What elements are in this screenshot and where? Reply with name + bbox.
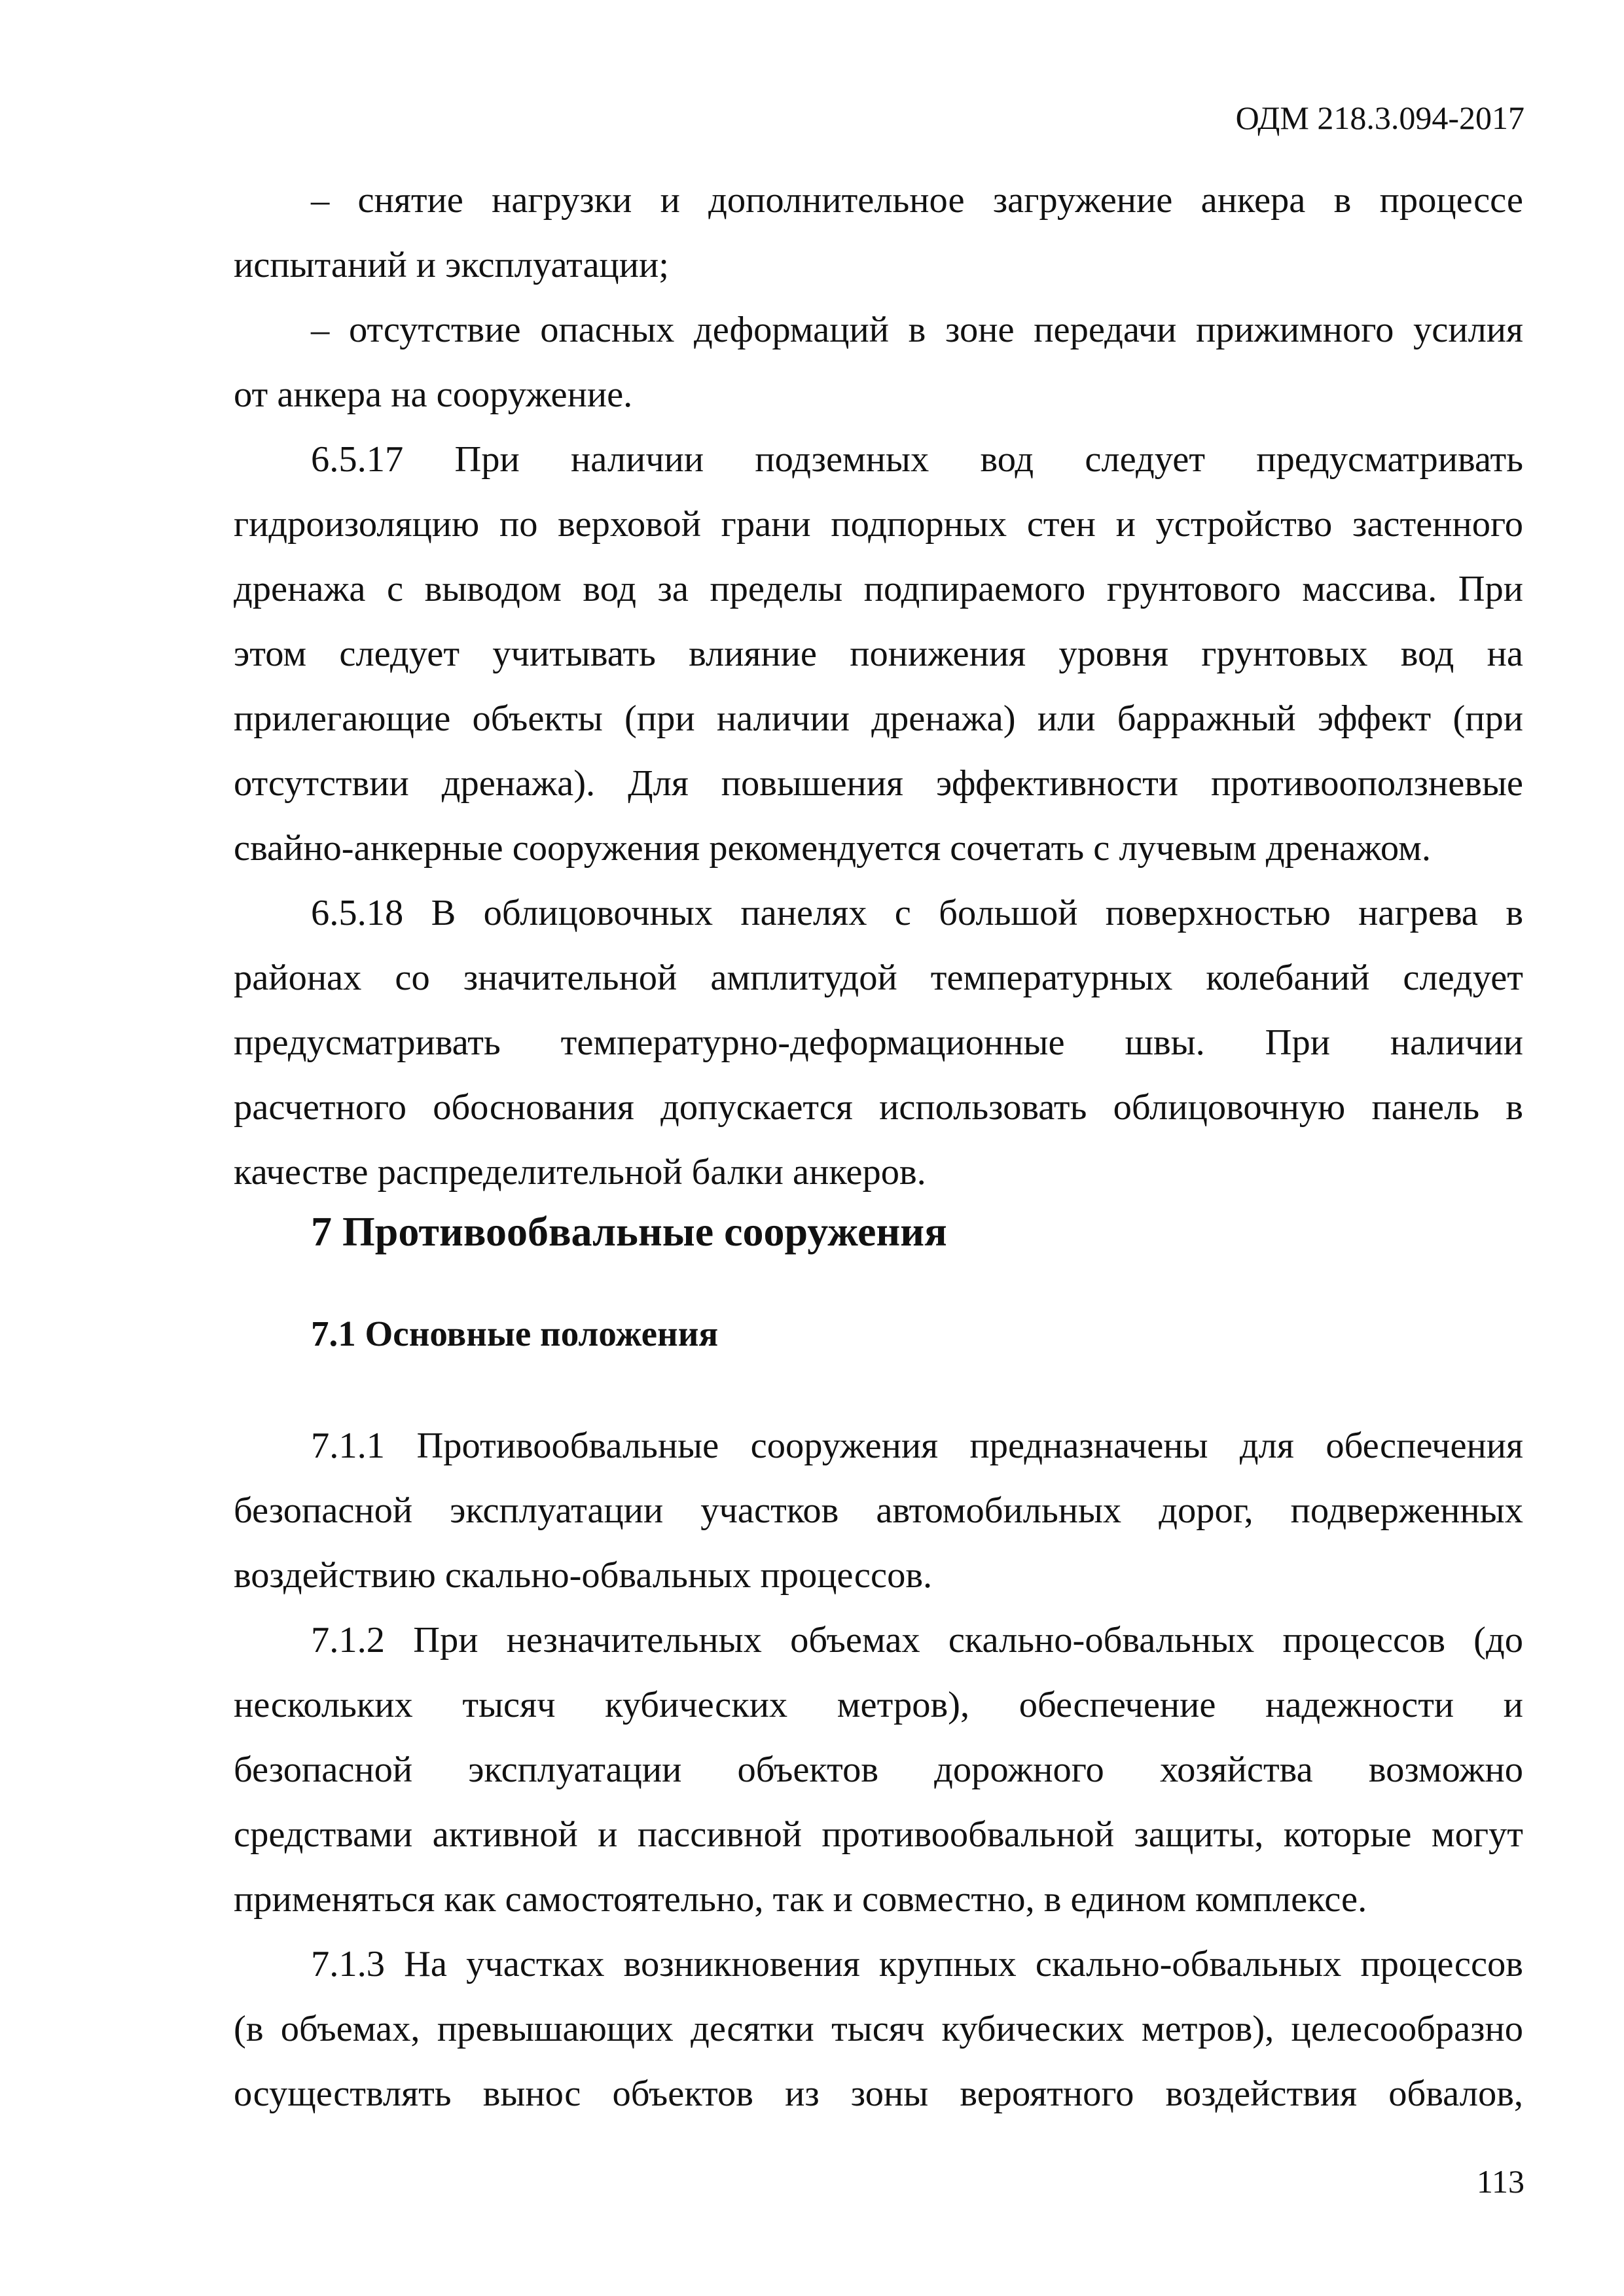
- text-line: средствами активной и пассивной противообвальной защиты, которые могут: [234, 1814, 1523, 1855]
- text-line: 6.5.17 При наличии подземных вод следует предусматривать: [311, 439, 1523, 480]
- text-line: безопасной эксплуатации участков автомобильных дорог, подверженных: [234, 1490, 1523, 1531]
- text-line: от анкера на сооружение.: [234, 374, 633, 415]
- document-code: ОДМ 218.3.094-2017: [1235, 99, 1525, 136]
- text-line: качестве распределительной балки анкеров.: [234, 1152, 926, 1193]
- text-line: расчетного обоснования допускается использовать облицовочную панель в: [234, 1087, 1523, 1128]
- text-line: прилегающие объекты (при наличии дренажа) или барражный эффект (при: [234, 698, 1523, 739]
- text-line: дренажа с выводом вод за пределы подпираемого грунтового массива. При: [234, 569, 1523, 609]
- section-title: 7 Противообвальные сооружения: [311, 1208, 947, 1255]
- text-line: 7.1.2 При незначительных объемах скально-обвальных процессов (до: [311, 1620, 1523, 1660]
- text-line: осуществлять вынос объектов из зоны вероятного воздействия обвалов,: [234, 2073, 1523, 2114]
- text-line: гидроизоляцию по верховой грани подпорных стен и устройство застенного: [234, 504, 1523, 545]
- body-text-block-2: [234, 1414, 1523, 2126]
- text-line: отсутствии дренажа). Для повышения эффективности противооползневые: [234, 763, 1523, 804]
- text-line: свайно-анкерные сооружения рекомендуется сочетать с лучевым дренажом.: [234, 828, 1431, 869]
- text-line: воздействию скально-обвальных процессов.: [234, 1555, 933, 1596]
- text-line: – отсутствие опасных деформаций в зоне передачи прижимного усилия: [311, 310, 1523, 350]
- subsection-title: 7.1 Основные положения: [311, 1314, 719, 1354]
- text-line: 7.1.3 На участках возникновения крупных скально-обвальных процессов: [311, 1944, 1523, 1984]
- text-line: испытаний и эксплуатации;: [234, 245, 669, 285]
- text-line: безопасной эксплуатации объектов дорожного хозяйства возможно: [234, 1749, 1523, 1790]
- text-line: этом следует учитывать влияние понижения уровня грунтовых вод на: [234, 634, 1523, 674]
- text-line: районах со значительной амплитудой температурных колебаний следует: [234, 958, 1523, 998]
- text-line: предусматривать температурно-деформационные швы. При наличии: [234, 1022, 1523, 1063]
- text-line: применяться как самостоятельно, так и совместно, в едином комплексе.: [234, 1879, 1367, 1920]
- text-line: 7.1.1 Противообвальные сооружения предназначены для обеспечения: [311, 1426, 1523, 1466]
- text-line: – снятие нагрузки и дополнительное загружение анкера в процессе: [311, 180, 1523, 221]
- text-line: (в объемах, превышающих десятки тысяч кубических метров), целесообразно: [234, 2009, 1523, 2049]
- text-line: 6.5.18 В облицовочных панелях с большой поверхностью нагрева в: [311, 893, 1523, 933]
- text-line: нескольких тысяч кубических метров), обеспечение надежности и: [234, 1685, 1523, 1725]
- page-number: 113: [1476, 2163, 1525, 2200]
- body-text-block-1: [234, 168, 1523, 1205]
